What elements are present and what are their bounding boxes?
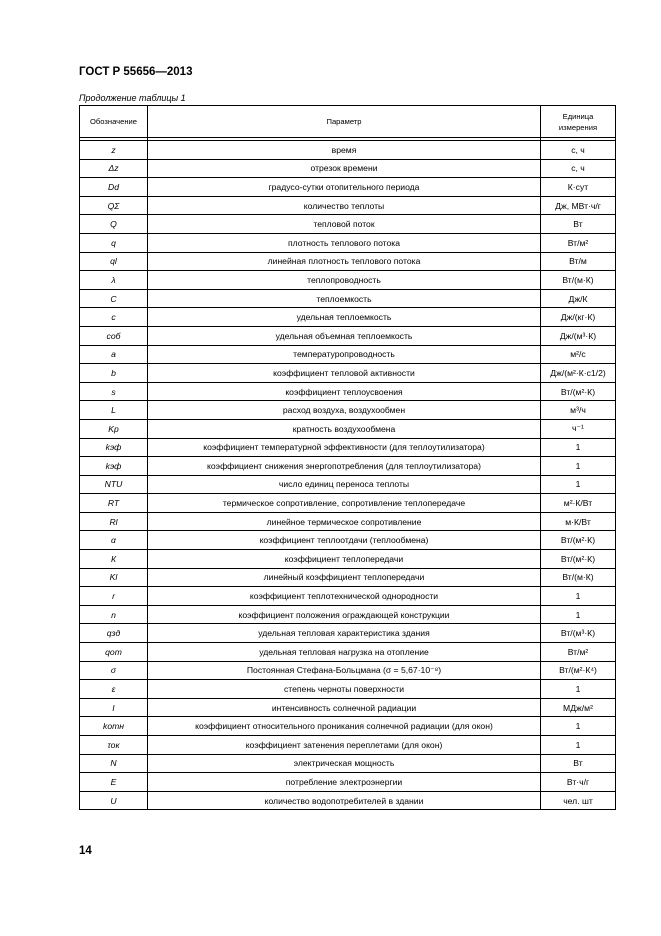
unit-cell: м²·К/Вт <box>541 494 616 513</box>
symbol-cell: λ <box>80 271 148 290</box>
parameter-cell: коэффициент теплоусвоения <box>148 382 541 401</box>
parameter-cell: потребление электроэнергии <box>148 773 541 792</box>
unit-cell: Вт <box>541 215 616 234</box>
table-row <box>80 624 616 643</box>
table-row <box>80 159 616 178</box>
symbol-cell: qот <box>80 643 148 662</box>
parameter-cell: тепловой поток <box>148 215 541 234</box>
table-row <box>80 252 616 271</box>
unit-cell: Вт/(м³·К) <box>541 624 616 643</box>
parameter-cell: коэффициент теплотехнической однородности <box>148 587 541 606</box>
table-row <box>80 587 616 606</box>
table-row <box>80 550 616 569</box>
table-row <box>80 494 616 513</box>
unit-cell: 1 <box>541 680 616 699</box>
unit-cell: 1 <box>541 587 616 606</box>
table-row <box>80 178 616 197</box>
parameter-cell: коэффициент положения ограждающей конструкции <box>148 605 541 624</box>
column-header-parameter: Параметр <box>148 106 541 138</box>
symbol-cell: L <box>80 401 148 420</box>
symbol-cell: r <box>80 587 148 606</box>
unit-cell: Вт/м <box>541 252 616 271</box>
unit-cell: Дж/(м³·К) <box>541 326 616 345</box>
column-header-unit: Единица измерения <box>541 106 616 138</box>
parameter-cell: удельная тепловая нагрузка на отопление <box>148 643 541 662</box>
symbol-cell: Dd <box>80 178 148 197</box>
table-row <box>80 754 616 773</box>
symbol-cell: Q <box>80 215 148 234</box>
unit-cell: ч⁻¹ <box>541 419 616 438</box>
unit-cell: Вт/м² <box>541 233 616 252</box>
parameter-cell: отрезок времени <box>148 159 541 178</box>
unit-cell: чел. шт <box>541 791 616 810</box>
parameter-cell: плотность теплового потока <box>148 233 541 252</box>
symbols-table <box>79 105 616 810</box>
table-row <box>80 438 616 457</box>
table-row <box>80 419 616 438</box>
symbol-cell: s <box>80 382 148 401</box>
parameter-cell: коэффициент затенения переплетами (для окон) <box>148 736 541 755</box>
parameter-cell: коэффициент теплопередачи <box>148 550 541 569</box>
symbol-cell: U <box>80 791 148 810</box>
parameter-cell: удельная теплоемкость <box>148 308 541 327</box>
parameter-cell: время <box>148 141 541 160</box>
unit-cell: м³/ч <box>541 401 616 420</box>
symbol-cell: n <box>80 605 148 624</box>
document-title: ГОСТ Р 55656—2013 <box>79 66 193 78</box>
unit-cell: Дж/К <box>541 289 616 308</box>
table-row <box>80 698 616 717</box>
unit-cell: с, ч <box>541 159 616 178</box>
unit-cell: Вт/(м·К) <box>541 271 616 290</box>
parameter-cell: количество водопотребителей в здании <box>148 791 541 810</box>
parameter-cell: количество теплоты <box>148 196 541 215</box>
parameter-cell: теплопроводность <box>148 271 541 290</box>
symbol-cell: C <box>80 289 148 308</box>
unit-cell: Дж/(м²·К·с1/2) <box>541 364 616 383</box>
parameter-cell: коэффициент тепловой активности <box>148 364 541 383</box>
symbol-cell: Rl <box>80 512 148 531</box>
table-row <box>80 141 616 160</box>
symbol-cell: Kр <box>80 419 148 438</box>
symbol-cell: kэф <box>80 457 148 476</box>
table-row <box>80 215 616 234</box>
unit-cell: 1 <box>541 475 616 494</box>
symbol-cell: a <box>80 345 148 364</box>
parameter-cell: коэффициент снижения энергопотребления (для теплоутилизатора) <box>148 457 541 476</box>
parameter-cell: термическое сопротивление, сопротивление теплопередаче <box>148 494 541 513</box>
symbol-cell: cоб <box>80 326 148 345</box>
symbol-cell: kэф <box>80 438 148 457</box>
table-row <box>80 345 616 364</box>
table-body <box>80 141 616 810</box>
table-header-row <box>80 106 616 138</box>
table-row <box>80 605 616 624</box>
symbol-cell: ε <box>80 680 148 699</box>
parameter-cell: степень черноты поверхности <box>148 680 541 699</box>
symbol-cell: К <box>80 550 148 569</box>
table-row <box>80 643 616 662</box>
unit-cell: К·сут <box>541 178 616 197</box>
table-row <box>80 773 616 792</box>
table-row <box>80 401 616 420</box>
symbol-cell: N <box>80 754 148 773</box>
unit-cell: Дж, МВт·ч/г <box>541 196 616 215</box>
unit-cell: с, ч <box>541 141 616 160</box>
table-row <box>80 568 616 587</box>
parameter-cell: температуропроводность <box>148 345 541 364</box>
page-number: 14 <box>79 845 92 857</box>
parameter-cell: коэффициент теплоотдачи (теплообмена) <box>148 531 541 550</box>
table-row <box>80 736 616 755</box>
symbol-cell: q <box>80 233 148 252</box>
table-row <box>80 326 616 345</box>
table-row <box>80 196 616 215</box>
unit-cell: 1 <box>541 736 616 755</box>
parameter-cell: электрическая мощность <box>148 754 541 773</box>
symbol-cell: b <box>80 364 148 383</box>
parameter-cell: кратность воздухообмена <box>148 419 541 438</box>
unit-cell: Вт/(м²·К) <box>541 550 616 569</box>
unit-cell: м·К/Вт <box>541 512 616 531</box>
parameter-cell: Постоянная Стефана-Больцмана (σ = 5,67·10⁻⁸) <box>148 661 541 680</box>
symbol-cell: z <box>80 141 148 160</box>
table-row <box>80 271 616 290</box>
table-row <box>80 457 616 476</box>
symbol-cell: NTU <box>80 475 148 494</box>
parameter-cell: интенсивность солнечной радиации <box>148 698 541 717</box>
table-row <box>80 364 616 383</box>
unit-cell: МДж/м² <box>541 698 616 717</box>
table-row <box>80 531 616 550</box>
symbol-cell: α <box>80 531 148 550</box>
table-caption: Продолжение таблицы 1 <box>79 93 186 103</box>
unit-cell: Вт/м² <box>541 643 616 662</box>
symbol-cell: QΣ <box>80 196 148 215</box>
table-row <box>80 382 616 401</box>
table-row <box>80 308 616 327</box>
parameter-cell: расход воздуха, воздухообмен <box>148 401 541 420</box>
table-row <box>80 289 616 308</box>
table-row <box>80 661 616 680</box>
symbol-cell: E <box>80 773 148 792</box>
unit-cell: Дж/(кг·К) <box>541 308 616 327</box>
unit-cell: 1 <box>541 717 616 736</box>
symbol-cell: Δz <box>80 159 148 178</box>
unit-cell: Вт/(м²·К) <box>541 531 616 550</box>
parameter-cell: удельная тепловая характеристика здания <box>148 624 541 643</box>
table-row <box>80 475 616 494</box>
unit-cell: Вт/(м²·К⁴) <box>541 661 616 680</box>
parameter-cell: коэффициент температурной эффективности (для теплоутилизатора) <box>148 438 541 457</box>
unit-cell: 1 <box>541 438 616 457</box>
parameter-cell: удельная объемная теплоемкость <box>148 326 541 345</box>
table-row <box>80 512 616 531</box>
parameter-cell: линейное термическое сопротивление <box>148 512 541 531</box>
symbol-cell: Kl <box>80 568 148 587</box>
parameter-cell: линейный коэффициент теплопередачи <box>148 568 541 587</box>
symbol-cell: RT <box>80 494 148 513</box>
unit-cell: Вт/(м·К) <box>541 568 616 587</box>
table-row <box>80 233 616 252</box>
parameter-cell: градусо-сутки отопительного периода <box>148 178 541 197</box>
unit-cell: 1 <box>541 457 616 476</box>
table-row <box>80 791 616 810</box>
table-row <box>80 680 616 699</box>
parameter-cell: число единиц переноса теплоты <box>148 475 541 494</box>
table-container <box>79 105 615 810</box>
unit-cell: Вт <box>541 754 616 773</box>
symbol-cell: c <box>80 308 148 327</box>
symbol-cell: ql <box>80 252 148 271</box>
parameter-cell: коэффициент относительного проникания солнечной радиации (для окон) <box>148 717 541 736</box>
table-row <box>80 717 616 736</box>
column-header-symbol: Обозначение <box>80 106 148 138</box>
unit-cell: Вт·ч/г <box>541 773 616 792</box>
unit-cell: м²/с <box>541 345 616 364</box>
symbol-cell: τок <box>80 736 148 755</box>
symbol-cell: kотн <box>80 717 148 736</box>
unit-cell: 1 <box>541 605 616 624</box>
unit-cell: Вт/(м²·К) <box>541 382 616 401</box>
symbol-cell: qзд <box>80 624 148 643</box>
parameter-cell: линейная плотность теплового потока <box>148 252 541 271</box>
parameter-cell: теплоемкость <box>148 289 541 308</box>
symbol-cell: I <box>80 698 148 717</box>
symbol-cell: σ <box>80 661 148 680</box>
